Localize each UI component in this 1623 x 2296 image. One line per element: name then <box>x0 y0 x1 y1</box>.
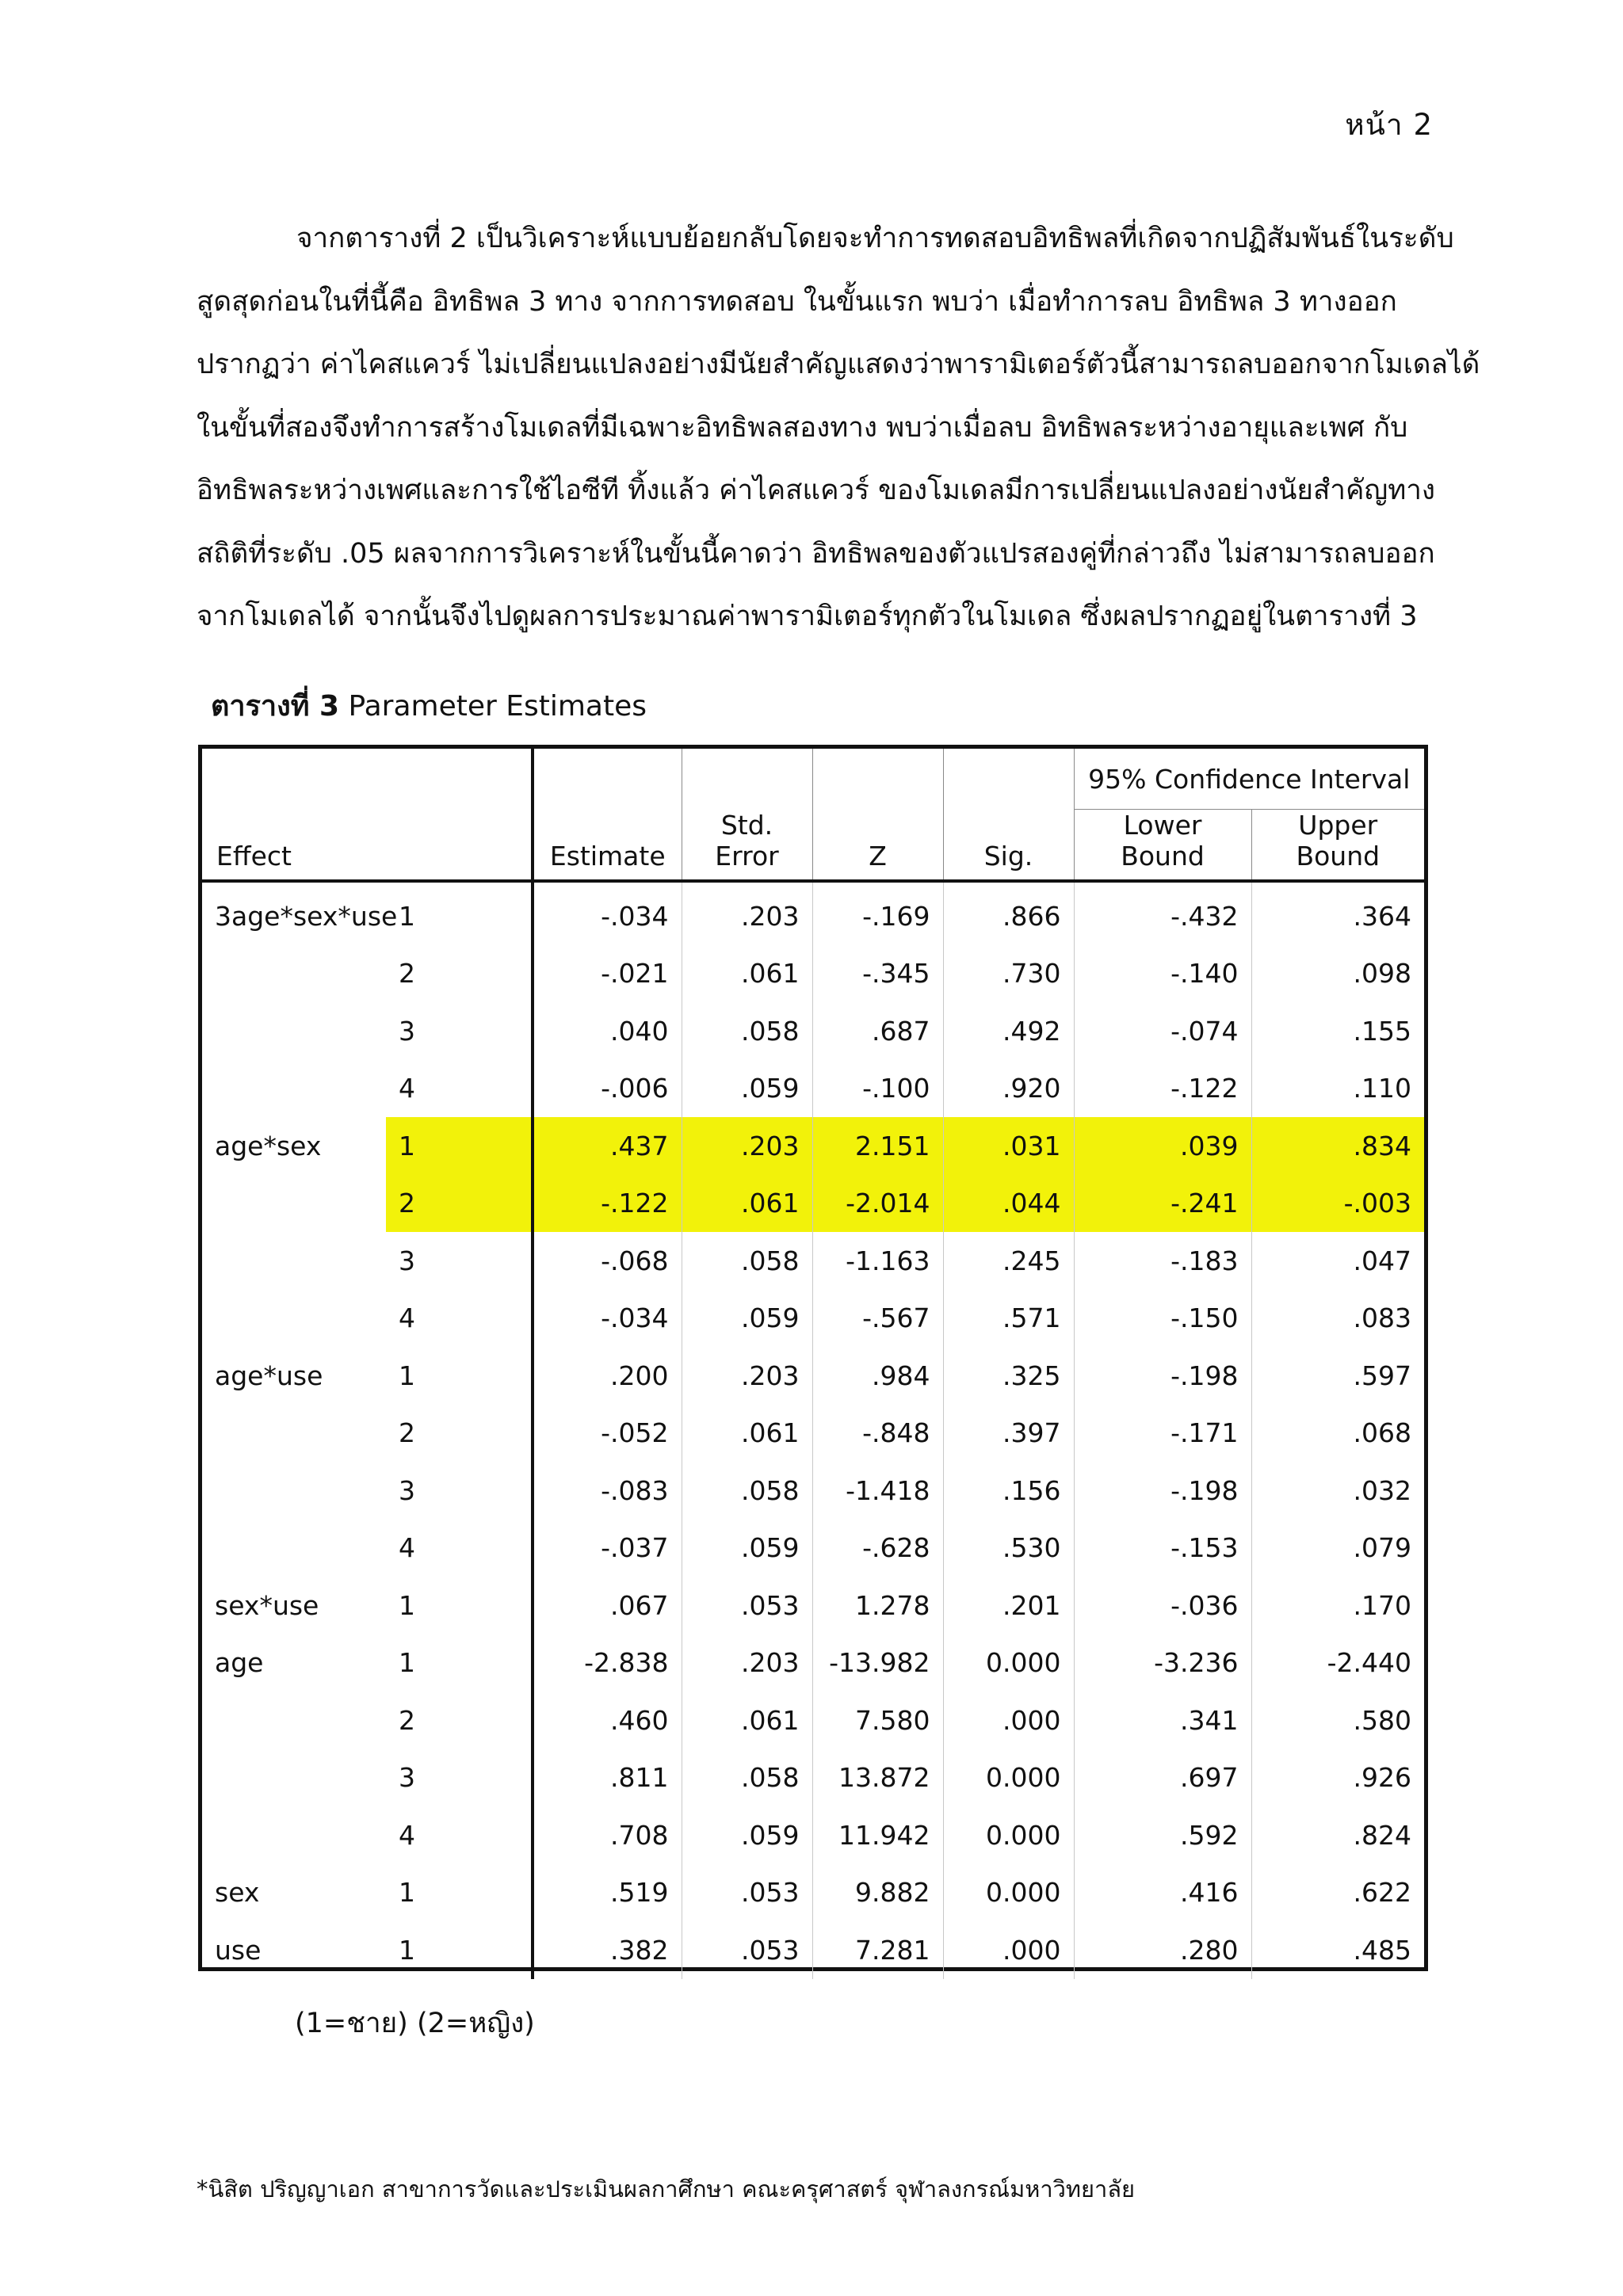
cell-estimate: -.034 <box>533 881 682 945</box>
cell-level: 1 <box>386 1864 533 1922</box>
cell-lower-bound: .416 <box>1074 1864 1251 1922</box>
cell-level: 1 <box>386 1634 533 1692</box>
cell-z: 11.942 <box>812 1806 943 1864</box>
cell-std-error: .058 <box>682 1002 812 1060</box>
cell-lower-bound: -.171 <box>1074 1405 1251 1463</box>
cell-estimate: .811 <box>533 1749 682 1807</box>
cell-z: 9.882 <box>812 1864 943 1922</box>
cell-lower-bound: -.153 <box>1074 1520 1251 1577</box>
cell-effect <box>202 1462 386 1520</box>
cell-estimate: .708 <box>533 1806 682 1864</box>
cell-estimate: .460 <box>533 1691 682 1749</box>
cell-upper-bound: .485 <box>1353 1934 1412 1966</box>
cell-std-error: .058 <box>682 1232 812 1290</box>
body-line: สถิติที่ระดับ .05 ผลจากการวิเคราะห์ในขั้นนี้คาดว่า อิทธิพลของตัวแปรสองคู่ที่กล่าวถึง ไม่สามารถลบออก <box>197 537 1435 570</box>
cell-upper-bound: .597 <box>1353 1360 1412 1391</box>
cell-sig: .044 <box>943 1175 1074 1233</box>
cell-z: .984 <box>812 1347 943 1405</box>
cell-effect <box>202 1749 386 1807</box>
table-row <box>202 1864 1424 1922</box>
cell-std-error: .203 <box>682 1117 812 1175</box>
header-std-error-line1: Std. <box>720 810 773 841</box>
table-title <box>211 683 647 728</box>
cell-std-error: .061 <box>682 1405 812 1463</box>
cell-lower-bound: -.150 <box>1074 1290 1251 1348</box>
cell-sig: 0.000 <box>943 1806 1074 1864</box>
body-line: สูดสุดก่อนในที่นี้คือ อิทธิพล 3 ทาง จากการทดสอบ ในขั้นแรก พบว่า เมื่อทำการลบ อิทธิพล 3 ทางออก <box>197 285 1397 318</box>
cell-sig: .000 <box>943 1921 1074 1979</box>
cell-upper-bound: .824 <box>1353 1819 1412 1851</box>
table-row <box>202 1117 1424 1175</box>
cell-level: 3 <box>386 1462 533 1520</box>
cell-upper-bound: .364 <box>1353 900 1412 932</box>
cell-level: 3 <box>386 1002 533 1060</box>
cell-std-error: .203 <box>682 1634 812 1692</box>
cell-level: 4 <box>386 1060 533 1118</box>
cell-estimate: -.083 <box>533 1462 682 1520</box>
cell-level: 4 <box>386 1520 533 1577</box>
header-z: Z <box>812 749 943 881</box>
cell-level: 4 <box>386 1290 533 1348</box>
cell-std-error: .059 <box>682 1060 812 1118</box>
cell-z: 1.278 <box>812 1577 943 1634</box>
cell-level: 3 <box>386 1749 533 1807</box>
cell-upper-bound: .155 <box>1353 1015 1412 1047</box>
cell-level: 2 <box>386 1405 533 1463</box>
cell-upper-bound: .622 <box>1353 1877 1412 1909</box>
cell-effect: 3age*sex*use <box>215 900 398 932</box>
body-line: ในขั้นที่สองจึงทำการสร้างโมเดลที่มีเฉพาะอิทธิพลสองทาง พบว่าเมื่อลบ อิทธิพลระหว่างอายุและเพศ กับ <box>197 411 1408 444</box>
cell-lower-bound: .039 <box>1074 1117 1251 1175</box>
cell-z: 2.151 <box>812 1117 943 1175</box>
cell-lower-bound: -.198 <box>1074 1462 1251 1520</box>
table-row <box>202 945 1424 1003</box>
cell-level: 2 <box>386 1175 533 1233</box>
parameter-estimates-grid <box>202 749 1424 1979</box>
table-row <box>202 1577 1424 1634</box>
table-row <box>202 1405 1424 1463</box>
cell-effect: sex <box>215 1877 260 1909</box>
table-row <box>202 1691 1424 1749</box>
table-row <box>202 1520 1424 1577</box>
table-row <box>202 1232 1424 1290</box>
cell-z: -.100 <box>812 1060 943 1118</box>
cell-z: 7.580 <box>812 1691 943 1749</box>
cell-std-error: .061 <box>682 1691 812 1749</box>
footnote: *นิสิต ปริญญาเอก สาขาการวัดและประเมินผลกาศึกษา คณะครุศาสตร์ จุฬาลงกรณ์มหาวิทยาลัย <box>197 2176 1136 2203</box>
table-title-text: Parameter Estimates <box>339 690 647 723</box>
table-note: (1=ชาย) (2=หญิง) <box>295 2008 535 2039</box>
cell-z: -.345 <box>812 945 943 1003</box>
cell-std-error: .059 <box>682 1520 812 1577</box>
cell-upper-bound: .580 <box>1353 1704 1412 1736</box>
table-row <box>202 1749 1424 1807</box>
table-row <box>202 1290 1424 1348</box>
cell-level: 2 <box>386 1691 533 1749</box>
body-line: ปรากฏว่า ค่าไคสแควร์ ไม่เปลี่ยนแปลงอย่างมีนัยสำคัญแสดงว่าพารามิเตอร์ตัวนี้สามารถลบออกจากโมเดลได้ <box>197 349 1480 380</box>
cell-upper-bound: -2.440 <box>1327 1647 1412 1679</box>
cell-lower-bound: -.432 <box>1074 881 1251 945</box>
header-sig: Sig. <box>943 749 1074 881</box>
cell-lower-bound: -.183 <box>1074 1232 1251 1290</box>
cell-lower-bound: .697 <box>1074 1749 1251 1807</box>
cell-upper-bound: .032 <box>1353 1474 1412 1506</box>
cell-upper-bound: .110 <box>1353 1073 1412 1104</box>
cell-std-error: .053 <box>682 1864 812 1922</box>
cell-estimate: -.122 <box>533 1175 682 1233</box>
cell-lower-bound: -3.236 <box>1074 1634 1251 1692</box>
cell-z: -.848 <box>812 1405 943 1463</box>
table-title-number: ตารางที่ 3 <box>211 690 340 723</box>
cell-estimate: -2.838 <box>533 1634 682 1692</box>
cell-effect <box>202 1691 386 1749</box>
cell-sig: .000 <box>943 1691 1074 1749</box>
cell-upper-bound: .098 <box>1353 958 1412 990</box>
cell-effect <box>202 1405 386 1463</box>
cell-level: 1 <box>386 1347 533 1405</box>
cell-sig: .397 <box>943 1405 1074 1463</box>
cell-z: 13.872 <box>812 1749 943 1807</box>
cell-sig: .156 <box>943 1462 1074 1520</box>
cell-effect <box>202 1232 386 1290</box>
table-row <box>202 1921 1424 1979</box>
cell-effect <box>202 1806 386 1864</box>
cell-upper-bound: .083 <box>1353 1302 1412 1334</box>
cell-std-error: .203 <box>682 1347 812 1405</box>
table-row <box>202 1002 1424 1060</box>
cell-effect: age*use <box>215 1360 323 1391</box>
table-row <box>202 1060 1424 1118</box>
cell-lower-bound: -.140 <box>1074 945 1251 1003</box>
body-line: จากตารางที่ 2 เป็นวิเคราะห์แบบย้อยกลับโดยจะทำการทดสอบอิทธิพลที่เกิดจากปฏิสัมพันธ์ในระดับ <box>296 223 1454 254</box>
cell-level: 1 <box>386 1117 533 1175</box>
cell-std-error: .053 <box>682 1921 812 1979</box>
table-row <box>202 1347 1424 1405</box>
cell-estimate: .519 <box>533 1864 682 1922</box>
cell-sig: .866 <box>943 881 1074 945</box>
body-paragraph <box>197 208 1480 649</box>
cell-lower-bound: .341 <box>1074 1691 1251 1749</box>
body-line: อิทธิพลระหว่างเพศและการใช้ไอซีที ทิ้งแล้ว ค่าไคสแควร์ ของโมเดลมีการเปลี่ยนแปลงอย่างนัยสำคัญทาง <box>197 475 1436 506</box>
cell-lower-bound: -.074 <box>1074 1002 1251 1060</box>
cell-sig: .031 <box>943 1117 1074 1175</box>
header-std-error-line2: Error <box>715 841 779 871</box>
cell-sig: .492 <box>943 1002 1074 1060</box>
cell-lower-bound: -.036 <box>1074 1577 1251 1634</box>
cell-z: -2.014 <box>812 1175 943 1233</box>
cell-z: -.169 <box>812 881 943 945</box>
cell-effect <box>202 1060 386 1118</box>
cell-lower-bound: .592 <box>1074 1806 1251 1864</box>
cell-estimate: -.034 <box>533 1290 682 1348</box>
cell-std-error: .059 <box>682 1806 812 1864</box>
cell-sig: 0.000 <box>943 1864 1074 1922</box>
cell-effect <box>202 945 386 1003</box>
cell-sig: 0.000 <box>943 1749 1074 1807</box>
cell-estimate: -.021 <box>533 945 682 1003</box>
cell-upper-bound: .047 <box>1353 1245 1412 1276</box>
cell-sig: .530 <box>943 1520 1074 1577</box>
table-row <box>202 1462 1424 1520</box>
cell-std-error: .061 <box>682 945 812 1003</box>
table-row <box>202 1634 1424 1692</box>
header-effect: Effect <box>202 749 533 881</box>
cell-upper-bound: .068 <box>1353 1417 1412 1449</box>
cell-upper-bound: -.003 <box>1251 1175 1424 1233</box>
cell-z: -1.163 <box>812 1232 943 1290</box>
cell-upper-bound: .926 <box>1353 1762 1412 1794</box>
table-body <box>202 881 1424 1979</box>
cell-lower-bound: -.198 <box>1074 1347 1251 1405</box>
header-upper-bound: Upper Bound <box>1251 810 1424 882</box>
cell-lower-bound: -.241 <box>1074 1175 1251 1233</box>
cell-estimate: -.006 <box>533 1060 682 1118</box>
cell-estimate: .437 <box>533 1117 682 1175</box>
cell-upper-bound: .079 <box>1353 1532 1412 1564</box>
cell-effect <box>202 1290 386 1348</box>
cell-effect <box>202 1002 386 1060</box>
cell-sig: .730 <box>943 945 1074 1003</box>
cell-std-error: .058 <box>682 1749 812 1807</box>
cell-std-error: .059 <box>682 1290 812 1348</box>
table-row <box>202 881 1424 945</box>
body-line: จากโมเดลได้ จากนั้นจึงไปดูผลการประมาณค่าพารามิเตอร์ทุกตัวในโมเดล ซึ่งผลปรากฏอยู่ในตารางที่ 3 <box>197 601 1418 632</box>
cell-std-error: .053 <box>682 1577 812 1634</box>
cell-level: 2 <box>386 945 533 1003</box>
cell-z: -13.982 <box>812 1634 943 1692</box>
header-estimate: Estimate <box>533 749 682 881</box>
cell-level: 1 <box>386 1577 533 1634</box>
header-lower-bound: Lower Bound <box>1074 810 1251 882</box>
cell-sig: .325 <box>943 1347 1074 1405</box>
cell-sig: .920 <box>943 1060 1074 1118</box>
cell-std-error: .203 <box>682 881 812 945</box>
cell-z: .687 <box>812 1002 943 1060</box>
cell-sig: .201 <box>943 1577 1074 1634</box>
cell-sig: .245 <box>943 1232 1074 1290</box>
cell-upper-bound: .834 <box>1251 1117 1424 1175</box>
cell-effect: age*sex <box>215 1130 322 1161</box>
cell-effect: age <box>215 1647 264 1679</box>
cell-std-error: .061 <box>682 1175 812 1233</box>
cell-estimate: -.052 <box>533 1405 682 1463</box>
cell-sig: .571 <box>943 1290 1074 1348</box>
cell-level: 3 <box>386 1232 533 1290</box>
cell-effect: use <box>215 1934 262 1966</box>
cell-sig: 0.000 <box>943 1634 1074 1692</box>
cell-std-error: .058 <box>682 1462 812 1520</box>
header-confidence-interval: 95% Confidence Interval <box>1074 749 1424 810</box>
cell-estimate: .382 <box>533 1921 682 1979</box>
cell-lower-bound: .280 <box>1074 1921 1251 1979</box>
header-std-error <box>682 749 812 881</box>
cell-effect <box>202 1175 386 1233</box>
cell-estimate: -.068 <box>533 1232 682 1290</box>
cell-level: 1 <box>386 1921 533 1979</box>
cell-z: -.567 <box>812 1290 943 1348</box>
cell-level: 1 <box>386 881 533 945</box>
cell-estimate: -.037 <box>533 1520 682 1577</box>
table-row <box>202 1175 1424 1233</box>
cell-estimate: .200 <box>533 1347 682 1405</box>
cell-level: 4 <box>386 1806 533 1864</box>
cell-z: -1.418 <box>812 1462 943 1520</box>
page-number: หน้า 2 <box>1345 108 1433 142</box>
cell-estimate: .040 <box>533 1002 682 1060</box>
cell-estimate: .067 <box>533 1577 682 1634</box>
cell-effect <box>202 1520 386 1577</box>
cell-z: -.628 <box>812 1520 943 1577</box>
cell-z: 7.281 <box>812 1921 943 1979</box>
cell-effect: sex*use <box>215 1589 319 1621</box>
parameter-estimates-table <box>198 745 1428 1971</box>
cell-lower-bound: -.122 <box>1074 1060 1251 1118</box>
cell-upper-bound: .170 <box>1353 1589 1412 1621</box>
table-row <box>202 1806 1424 1864</box>
